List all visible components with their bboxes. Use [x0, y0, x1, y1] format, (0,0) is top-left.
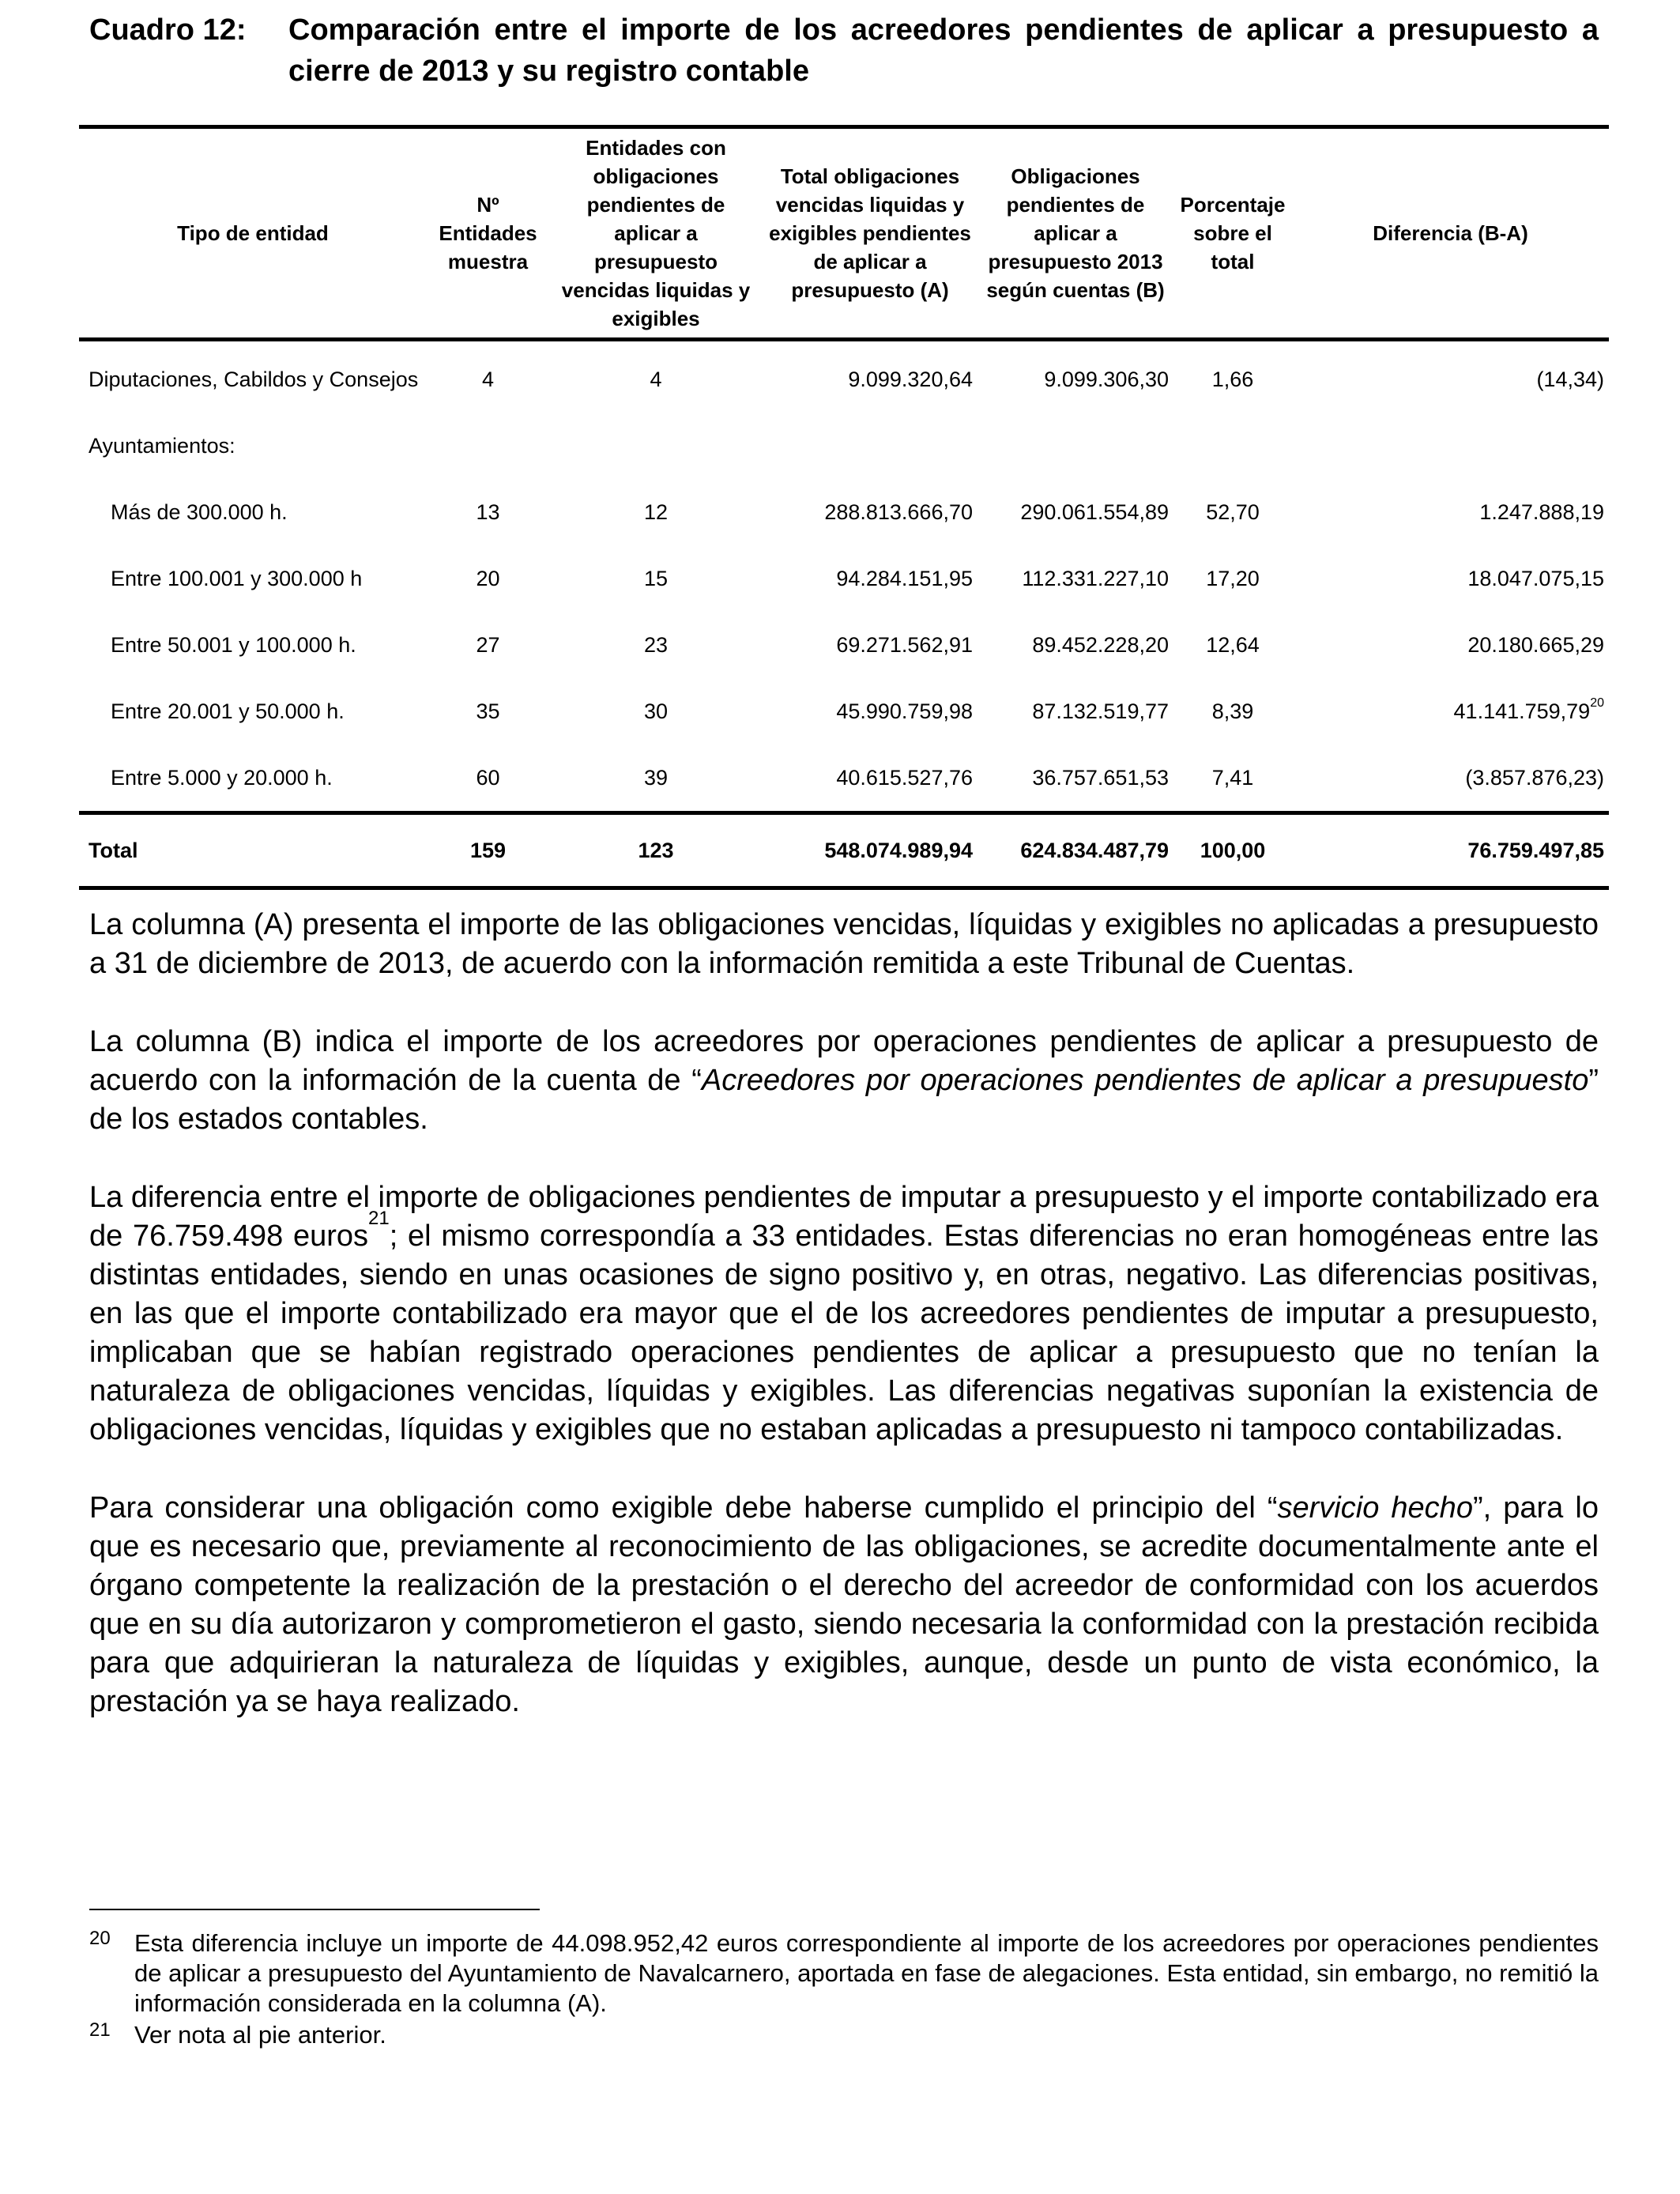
- cell-tipo: Entre 20.001 y 50.000 h.: [111, 699, 345, 723]
- comparison-table: [79, 125, 1609, 890]
- cell-muestra: 35: [476, 699, 500, 723]
- header-muestra: Nº Entidades muestra: [427, 127, 549, 340]
- footnote-ref-21[interactable]: 21: [368, 1208, 390, 1229]
- cell-tipo: Diputaciones, Cabildos y Consejos: [89, 367, 419, 391]
- header-pend-b: Obligaciones pendientes de aplicar a presupuesto 2013 según cuentas (B): [977, 127, 1173, 340]
- footnote-mark: 20: [89, 1928, 111, 1949]
- footnote-ref-20[interactable]: 20: [1590, 696, 1604, 710]
- header-diferencia: Diferencia (B-A): [1292, 127, 1609, 340]
- header-total-a: Total obligaciones vencidas liquidas y exigibles pendientes de aplicar a presupuesto (A): [763, 127, 977, 340]
- table-total-row: [79, 813, 1609, 888]
- cell-porcentaje: 12,64: [1206, 632, 1260, 657]
- cell-total-a: 94.284.151,95: [836, 566, 973, 590]
- cell-pend-b: 290.061.554,89: [1020, 499, 1169, 524]
- table-row: [79, 479, 1609, 545]
- total-muestra: 159: [427, 813, 549, 888]
- cell-muestra: 27: [476, 632, 500, 657]
- cell-entidades: 30: [643, 699, 669, 723]
- cell-total-a: 9.099.320,64: [848, 367, 973, 391]
- paragraph-4: Para considerar una obligación como exigible debe haberse cumplido el principio del “servicio hecho”, para lo que es necesario que, previamente al reconocimiento de las obligaciones, se acredite documentalmente ante el órgano competente la realización de la prestación o el derecho del acreedor de conformidad con los acuerdos que en su día autorizaron y comprometieron el gasto, siendo necesaria la conformidad con la prestación recibida para que adquirieran la naturaleza de líquidas y exigibles, aunque, desde un punto de vista económico, la prestación ya se haya realizado.: [89, 1491, 1599, 1718]
- paragraph-2: La columna (B) indica el importe de los acreedores por operaciones pendientes de aplicar a presupuesto de acuerdo con la información de la cuenta de “Acreedores por operaciones pendientes de aplicar a presupuesto” de los estados contables.: [89, 1025, 1599, 1136]
- cell-muestra: 20: [476, 566, 500, 590]
- cell-tipo: Entre 100.001 y 300.000 h: [111, 566, 363, 590]
- cell-pend-b: 9.099.306,30: [1044, 367, 1169, 391]
- cell-tipo: Más de 300.000 h.: [111, 499, 288, 524]
- cell-tipo: Ayuntamientos:: [89, 433, 235, 458]
- cell-muestra: 60: [476, 765, 500, 790]
- header-porcentaje: Porcentaje sobre el total: [1173, 127, 1292, 340]
- cell-muestra: 4: [481, 367, 495, 391]
- table-header-row: [79, 127, 1609, 340]
- cell-diferencia: 18.047.075,15: [1467, 566, 1604, 590]
- footnote-mark: 21: [89, 2019, 111, 2041]
- total-pend-b: 624.834.487,79: [977, 813, 1173, 888]
- table-row: [79, 413, 1609, 479]
- footnotes: [89, 1928, 1599, 2052]
- cell-porcentaje: 8,39: [1211, 699, 1254, 723]
- cell-total-a: 288.813.666,70: [824, 499, 973, 524]
- cell-entidades: 12: [643, 499, 669, 524]
- total-entidades: 123: [549, 813, 763, 888]
- header-entidades: Entidades con obligaciones pendientes de aplicar a presupuesto vencidas liquidas y exigibles: [549, 127, 763, 340]
- cell-porcentaje: 1,66: [1211, 367, 1254, 391]
- cell-tipo: Entre 5.000 y 20.000 h.: [111, 765, 333, 790]
- cell-diferencia: (14,34): [1536, 367, 1604, 391]
- total-porcentaje: 100,00: [1173, 813, 1292, 888]
- cell-pend-b: 112.331.227,10: [1022, 566, 1169, 590]
- cell-porcentaje: 52,70: [1206, 499, 1260, 524]
- cell-muestra: 13: [476, 499, 500, 524]
- footnote-20: [89, 1928, 1599, 2019]
- paragraph-1: La columna (A) presenta el importe de las obligaciones vencidas, líquidas y exigibles no aplicadas a presupuesto a 31 de diciembre de 2013, de acuerdo con la información remitida a este Tribunal de Cuentas.: [89, 908, 1599, 980]
- cell-porcentaje: 17,20: [1206, 566, 1260, 590]
- table-row: [79, 612, 1609, 678]
- footnote-divider: [89, 1909, 540, 1910]
- total-diferencia: 76.759.497,85: [1292, 813, 1609, 888]
- total-label: Total: [79, 813, 427, 888]
- cell-diferencia: 20.180.665,29: [1467, 632, 1604, 657]
- paragraph-3: La diferencia entre el importe de obligaciones pendientes de imputar a presupuesto y el importe contabilizado era de 76.759.498 euros$^{21}$; el mismo correspondía a 33 entidades. Estas diferencias no eran homogéneas entre las distintas entidades, siendo en unas ocasiones de signo positivo y, en otras, negativo. Las diferencias positivas, en las que el importe contabilizado era mayor que el de los acreedores pendientes de imputar a presupuesto, implicaban que se habían registrado operaciones pendientes de aplicar a presupuesto que no tenían la naturaleza de obligaciones vencidas, líquidas y exigibles. Las diferencias negativas suponían la existencia de obligaciones vencidas, líquidas y exigibles que no estaban aplicadas a presupuesto ni tampoco contabilizadas.: [89, 1181, 1599, 1446]
- cell-entidades: 39: [643, 765, 669, 790]
- cell-total-a: 45.990.759,98: [836, 699, 973, 723]
- table-title-text: Comparación entre el importe de los acreedores pendientes de aplicar a presupuesto a cierre de 2013 y su registro contable: [288, 13, 1599, 88]
- cell-total-a: 40.615.527,76: [836, 765, 973, 790]
- cell-entidades: 23: [643, 632, 669, 657]
- principle-name: servicio hecho: [1277, 1491, 1473, 1525]
- footnote-text: Ver nota al pie anterior.: [134, 2021, 386, 2049]
- cell-entidades: 15: [643, 566, 669, 590]
- cell-tipo: Entre 50.001 y 100.000 h.: [111, 632, 356, 657]
- cell-diferencia: (3.857.876,23): [1465, 765, 1604, 790]
- footnote-21: [89, 2020, 1599, 2050]
- footnote-text: Esta diferencia incluye un importe de 44.098.952,42 euros correspondiente al importe de los acreedores por operaciones pendientes de aplicar a presupuesto del Ayuntamiento de Navalcarnero, aportada en fase de alegaciones. Esta entidad, sin embargo, no remitió la información considerada en la columna (A).: [134, 1929, 1599, 2017]
- cell-diferencia: 41.141.759,79: [1453, 699, 1591, 723]
- cell-pend-b: 87.132.519,77: [1032, 699, 1169, 723]
- total-total-a: 548.074.989,94: [763, 813, 977, 888]
- body-text: [89, 906, 1599, 1761]
- table-row: [79, 545, 1609, 612]
- cell-total-a: 69.271.562,91: [836, 632, 973, 657]
- table-number: Cuadro 12:: [89, 13, 247, 47]
- cell-pend-b: 89.452.228,20: [1032, 632, 1169, 657]
- cell-diferencia-with-note: [1292, 678, 1609, 745]
- account-name: Acreedores por operaciones pendientes de aplicar a presupuesto: [701, 1064, 1589, 1097]
- table-title: [89, 9, 1599, 92]
- table-row: [79, 745, 1609, 813]
- cell-entidades: 4: [650, 367, 662, 391]
- cell-pend-b: 36.757.651,53: [1032, 765, 1169, 790]
- cell-porcentaje: 7,41: [1211, 765, 1254, 790]
- table-row: [79, 678, 1609, 745]
- header-tipo: Tipo de entidad: [79, 127, 427, 340]
- table-row: [79, 346, 1609, 413]
- cell-diferencia: 1.247.888,19: [1479, 499, 1604, 524]
